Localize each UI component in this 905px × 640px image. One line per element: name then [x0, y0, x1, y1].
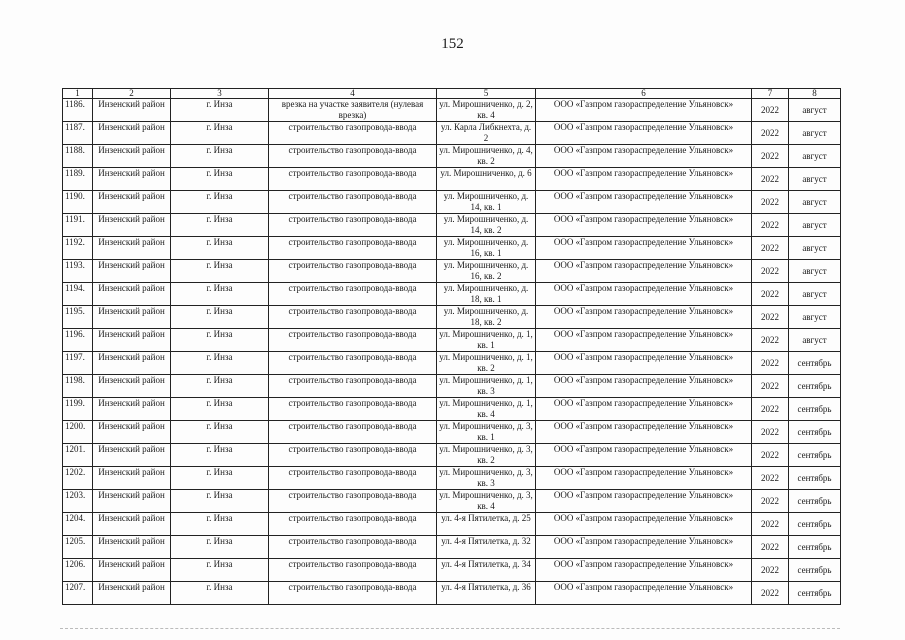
row-number: 1192. — [63, 237, 93, 260]
month-cell: сентябрь — [789, 352, 841, 375]
organization-cell: ООО «Газпром газораспределение Ульяновск» — [536, 421, 752, 444]
table-row — [63, 375, 841, 398]
row-number: 1199. — [63, 398, 93, 421]
month-cell: сентябрь — [789, 513, 841, 536]
month-cell: август — [789, 99, 841, 122]
row-number: 1191. — [63, 214, 93, 237]
address-cell: ул. Мирошниченко, д. 18, кв. 1 — [437, 283, 536, 306]
year-cell: 2022 — [752, 329, 789, 352]
row-number: 1201. — [63, 444, 93, 467]
work-type-cell: строительство газопровода-ввода — [269, 467, 437, 490]
city-cell: г. Инза — [171, 467, 269, 490]
city-cell: г. Инза — [171, 490, 269, 513]
table-row — [63, 490, 841, 513]
address-cell: ул. Карла Либкнехта, д. 2 — [437, 122, 536, 145]
row-number: 1190. — [63, 191, 93, 214]
city-cell: г. Инза — [171, 536, 269, 559]
row-number: 1205. — [63, 536, 93, 559]
organization-cell: ООО «Газпром газораспределение Ульяновск» — [536, 375, 752, 398]
table-row — [63, 352, 841, 375]
organization-cell: ООО «Газпром газораспределение Ульяновск» — [536, 122, 752, 145]
work-type-cell: строительство газопровода-ввода — [269, 490, 437, 513]
address-cell: ул. Мирошниченко, д. 3, кв. 1 — [437, 421, 536, 444]
district-cell: Инзенский район — [93, 490, 171, 513]
work-type-cell: строительство газопровода-ввода — [269, 260, 437, 283]
table-row — [63, 191, 841, 214]
year-cell: 2022 — [752, 352, 789, 375]
row-number: 1197. — [63, 352, 93, 375]
month-cell: август — [789, 260, 841, 283]
column-header: 3 — [171, 89, 269, 99]
work-type-cell: строительство газопровода-ввода — [269, 191, 437, 214]
work-type-cell: строительство газопровода-ввода — [269, 421, 437, 444]
column-header: 7 — [752, 89, 789, 99]
table-row — [63, 467, 841, 490]
district-cell: Инзенский район — [93, 444, 171, 467]
table-row — [63, 421, 841, 444]
organization-cell: ООО «Газпром газораспределение Ульяновск» — [536, 191, 752, 214]
address-cell: ул. Мирошниченко, д. 18, кв. 2 — [437, 306, 536, 329]
organization-cell: ООО «Газпром газораспределение Ульяновск» — [536, 329, 752, 352]
work-type-cell: строительство газопровода-ввода — [269, 559, 437, 582]
work-type-cell: строительство газопровода-ввода — [269, 306, 437, 329]
district-cell: Инзенский район — [93, 122, 171, 145]
month-cell: август — [789, 306, 841, 329]
table-row — [63, 329, 841, 352]
row-number: 1206. — [63, 559, 93, 582]
district-cell: Инзенский район — [93, 283, 171, 306]
address-cell: ул. Мирошниченко, д. 4, кв. 2 — [437, 145, 536, 168]
city-cell: г. Инза — [171, 168, 269, 191]
city-cell: г. Инза — [171, 582, 269, 605]
organization-cell: ООО «Газпром газораспределение Ульяновск» — [536, 283, 752, 306]
organization-cell: ООО «Газпром газораспределение Ульяновск» — [536, 352, 752, 375]
work-type-cell: врезка на участке заявителя (нулевая врезка) — [269, 99, 437, 122]
year-cell: 2022 — [752, 306, 789, 329]
city-cell: г. Инза — [171, 421, 269, 444]
district-cell: Инзенский район — [93, 398, 171, 421]
month-cell: сентябрь — [789, 490, 841, 513]
district-cell: Инзенский район — [93, 306, 171, 329]
organization-cell: ООО «Газпром газораспределение Ульяновск» — [536, 214, 752, 237]
city-cell: г. Инза — [171, 145, 269, 168]
city-cell: г. Инза — [171, 306, 269, 329]
column-header: 2 — [93, 89, 171, 99]
year-cell: 2022 — [752, 237, 789, 260]
address-cell: ул. Мирошниченко, д. 3, кв. 2 — [437, 444, 536, 467]
year-cell: 2022 — [752, 421, 789, 444]
table-body — [63, 99, 841, 605]
city-cell: г. Инза — [171, 375, 269, 398]
city-cell: г. Инза — [171, 398, 269, 421]
work-type-cell: строительство газопровода-ввода — [269, 398, 437, 421]
year-cell: 2022 — [752, 191, 789, 214]
address-cell: ул. Мирошниченко, д. 14, кв. 2 — [437, 214, 536, 237]
city-cell: г. Инза — [171, 260, 269, 283]
month-cell: сентябрь — [789, 375, 841, 398]
table-row — [63, 513, 841, 536]
address-cell: ул. Мирошниченко, д. 3, кв. 3 — [437, 467, 536, 490]
city-cell: г. Инза — [171, 191, 269, 214]
district-cell: Инзенский район — [93, 145, 171, 168]
work-type-cell: строительство газопровода-ввода — [269, 168, 437, 191]
table-row — [63, 398, 841, 421]
year-cell: 2022 — [752, 283, 789, 306]
city-cell: г. Инза — [171, 99, 269, 122]
city-cell: г. Инза — [171, 444, 269, 467]
month-cell: сентябрь — [789, 467, 841, 490]
row-number: 1186. — [63, 99, 93, 122]
row-number: 1207. — [63, 582, 93, 605]
city-cell: г. Инза — [171, 122, 269, 145]
month-cell: август — [789, 168, 841, 191]
month-cell: август — [789, 214, 841, 237]
address-cell: ул. 4-я Пятилетка, д. 25 — [437, 513, 536, 536]
address-cell: ул. Мирошниченко, д. 2, кв. 4 — [437, 99, 536, 122]
row-number: 1196. — [63, 329, 93, 352]
work-type-cell: строительство газопровода-ввода — [269, 582, 437, 605]
district-cell: Инзенский район — [93, 99, 171, 122]
organization-cell: ООО «Газпром газораспределение Ульяновск» — [536, 237, 752, 260]
row-number: 1195. — [63, 306, 93, 329]
row-number: 1200. — [63, 421, 93, 444]
district-cell: Инзенский район — [93, 513, 171, 536]
table-row — [63, 168, 841, 191]
table-row — [63, 260, 841, 283]
city-cell: г. Инза — [171, 237, 269, 260]
month-cell: сентябрь — [789, 421, 841, 444]
row-number: 1204. — [63, 513, 93, 536]
organization-cell: ООО «Газпром газораспределение Ульяновск» — [536, 99, 752, 122]
address-cell: ул. Мирошниченко, д. 1, кв. 4 — [437, 398, 536, 421]
city-cell: г. Инза — [171, 214, 269, 237]
table-row — [63, 214, 841, 237]
year-cell: 2022 — [752, 122, 789, 145]
gasification-table — [62, 88, 841, 605]
work-type-cell: строительство газопровода-ввода — [269, 536, 437, 559]
district-cell: Инзенский район — [93, 352, 171, 375]
address-cell: ул. Мирошниченко, д. 6 — [437, 168, 536, 191]
organization-cell: ООО «Газпром газораспределение Ульяновск» — [536, 398, 752, 421]
work-type-cell: строительство газопровода-ввода — [269, 329, 437, 352]
organization-cell: ООО «Газпром газораспределение Ульяновск» — [536, 559, 752, 582]
month-cell: сентябрь — [789, 536, 841, 559]
table-row — [63, 283, 841, 306]
table-row — [63, 559, 841, 582]
organization-cell: ООО «Газпром газораспределение Ульяновск» — [536, 490, 752, 513]
month-cell: сентябрь — [789, 559, 841, 582]
row-number: 1198. — [63, 375, 93, 398]
month-cell: август — [789, 191, 841, 214]
city-cell: г. Инза — [171, 329, 269, 352]
organization-cell: ООО «Газпром газораспределение Ульяновск» — [536, 168, 752, 191]
district-cell: Инзенский район — [93, 536, 171, 559]
year-cell: 2022 — [752, 444, 789, 467]
month-cell: август — [789, 283, 841, 306]
column-header: 1 — [63, 89, 93, 99]
district-cell: Инзенский район — [93, 421, 171, 444]
work-type-cell: строительство газопровода-ввода — [269, 237, 437, 260]
column-header: 8 — [789, 89, 841, 99]
address-cell: ул. 4-я Пятилетка, д. 36 — [437, 582, 536, 605]
organization-cell: ООО «Газпром газораспределение Ульяновск» — [536, 444, 752, 467]
row-number: 1188. — [63, 145, 93, 168]
city-cell: г. Инза — [171, 283, 269, 306]
district-cell: Инзенский район — [93, 582, 171, 605]
month-cell: август — [789, 122, 841, 145]
row-number: 1203. — [63, 490, 93, 513]
organization-cell: ООО «Газпром газораспределение Ульяновск» — [536, 260, 752, 283]
year-cell: 2022 — [752, 490, 789, 513]
city-cell: г. Инза — [171, 513, 269, 536]
table-row — [63, 582, 841, 605]
organization-cell: ООО «Газпром газораспределение Ульяновск» — [536, 306, 752, 329]
address-cell: ул. Мирошниченко, д. 14, кв. 1 — [437, 191, 536, 214]
city-cell: г. Инза — [171, 352, 269, 375]
year-cell: 2022 — [752, 260, 789, 283]
page-number: 152 — [441, 36, 464, 52]
header-row — [63, 89, 841, 99]
month-cell: август — [789, 237, 841, 260]
year-cell: 2022 — [752, 536, 789, 559]
district-cell: Инзенский район — [93, 559, 171, 582]
work-type-cell: строительство газопровода-ввода — [269, 283, 437, 306]
organization-cell: ООО «Газпром газораспределение Ульяновск» — [536, 145, 752, 168]
district-cell: Инзенский район — [93, 237, 171, 260]
table-row — [63, 99, 841, 122]
year-cell: 2022 — [752, 582, 789, 605]
district-cell: Инзенский район — [93, 329, 171, 352]
table-row — [63, 145, 841, 168]
work-type-cell: строительство газопровода-ввода — [269, 375, 437, 398]
year-cell: 2022 — [752, 214, 789, 237]
table-row — [63, 536, 841, 559]
year-cell: 2022 — [752, 168, 789, 191]
address-cell: ул. Мирошниченко, д. 1, кв. 1 — [437, 329, 536, 352]
district-cell: Инзенский район — [93, 168, 171, 191]
work-type-cell: строительство газопровода-ввода — [269, 444, 437, 467]
column-header: 4 — [269, 89, 437, 99]
row-number: 1194. — [63, 283, 93, 306]
row-number: 1193. — [63, 260, 93, 283]
work-type-cell: строительство газопровода-ввода — [269, 214, 437, 237]
month-cell: сентябрь — [789, 582, 841, 605]
address-cell: ул. 4-я Пятилетка, д. 32 — [437, 536, 536, 559]
table-row — [63, 237, 841, 260]
work-type-cell: строительство газопровода-ввода — [269, 513, 437, 536]
work-type-cell: строительство газопровода-ввода — [269, 145, 437, 168]
address-cell: ул. Мирошниченко, д. 16, кв. 2 — [437, 260, 536, 283]
work-type-cell: строительство газопровода-ввода — [269, 352, 437, 375]
column-header: 5 — [437, 89, 536, 99]
address-cell: ул. Мирошниченко, д. 1, кв. 3 — [437, 375, 536, 398]
city-cell: г. Инза — [171, 559, 269, 582]
address-cell: ул. Мирошниченко, д. 1, кв. 2 — [437, 352, 536, 375]
district-cell: Инзенский район — [93, 214, 171, 237]
district-cell: Инзенский район — [93, 191, 171, 214]
year-cell: 2022 — [752, 375, 789, 398]
year-cell: 2022 — [752, 513, 789, 536]
address-cell: ул. Мирошниченко, д. 16, кв. 1 — [437, 237, 536, 260]
organization-cell: ООО «Газпром газораспределение Ульяновск» — [536, 536, 752, 559]
page-bottom-rule — [60, 628, 840, 630]
organization-cell: ООО «Газпром газораспределение Ульяновск» — [536, 467, 752, 490]
year-cell: 2022 — [752, 467, 789, 490]
district-cell: Инзенский район — [93, 375, 171, 398]
table-row — [63, 306, 841, 329]
district-cell: Инзенский район — [93, 260, 171, 283]
row-number: 1202. — [63, 467, 93, 490]
organization-cell: ООО «Газпром газораспределение Ульяновск» — [536, 582, 752, 605]
month-cell: сентябрь — [789, 444, 841, 467]
address-cell: ул. 4-я Пятилетка, д. 34 — [437, 559, 536, 582]
table-row — [63, 444, 841, 467]
year-cell: 2022 — [752, 145, 789, 168]
district-cell: Инзенский район — [93, 467, 171, 490]
year-cell: 2022 — [752, 559, 789, 582]
organization-cell: ООО «Газпром газораспределение Ульяновск» — [536, 513, 752, 536]
column-header: 6 — [536, 89, 752, 99]
month-cell: сентябрь — [789, 398, 841, 421]
year-cell: 2022 — [752, 99, 789, 122]
year-cell: 2022 — [752, 398, 789, 421]
work-type-cell: строительство газопровода-ввода — [269, 122, 437, 145]
month-cell: август — [789, 145, 841, 168]
row-number: 1189. — [63, 168, 93, 191]
table-row — [63, 122, 841, 145]
row-number: 1187. — [63, 122, 93, 145]
month-cell: август — [789, 329, 841, 352]
address-cell: ул. Мирошниченко, д. 3, кв. 4 — [437, 490, 536, 513]
